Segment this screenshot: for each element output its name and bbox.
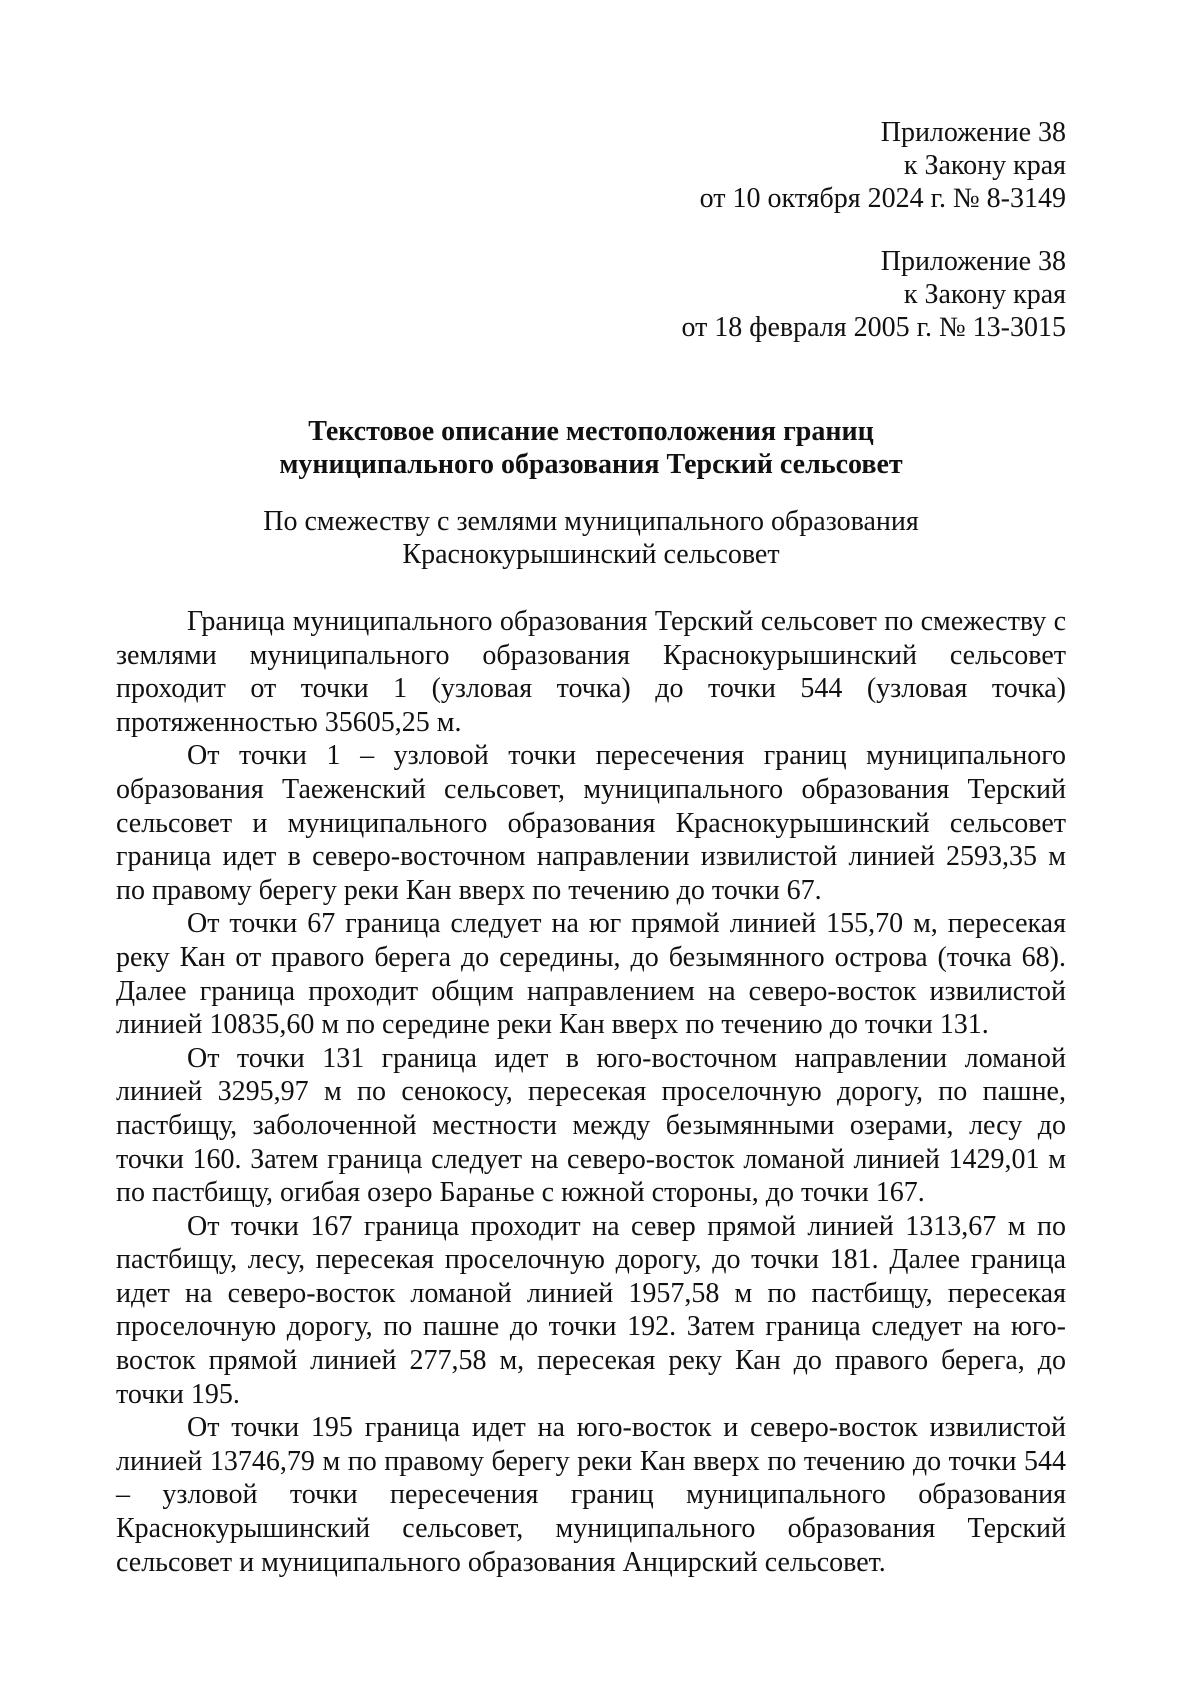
paragraph: От точки 167 граница проходит на север прямой линией 1313,67 м по пастбищу, лесу, пересекая проселочную дорогу, до точки 181. Далее граница идет на северо-восток ломаной линией 1957,58 м по пастбищу, пересекая проселочную дорогу, по пашне до точки 192. Затем граница следует на юго-восток прямой линией 277,58 м, пересекая реку Кан до правого берега, до точки 195.: [116, 1210, 1066, 1410]
section-heading-line: Краснокурышинский сельсовет: [402, 539, 780, 570]
appendix-law-ref: к Закону края: [903, 279, 1066, 310]
boundary-description: [116, 605, 1066, 1579]
appendix-header-original: [681, 245, 1066, 344]
title-line: Текстовое описание местоположения границ: [308, 416, 874, 447]
paragraph: От точки 1 – узловой точки пересечения границ муниципального образования Таеженский сельсовет, муниципального образования Терский сельсовет и муниципального образования Краснокурышинский сельсовет граница идет в северо-восточном направлении извилистой линией 2593,35 м по правому берегу реки Кан вверх по течению до точки 67.: [116, 740, 1066, 906]
appendix-number: Приложение 38: [880, 117, 1066, 148]
section-heading-line: По смежеству с землями муниципального образования: [263, 506, 919, 537]
appendix-law-date: от 10 октября 2024 г. № 8-3149: [699, 183, 1066, 214]
paragraph: Граница муниципального образования Терский сельсовет по смежеству с землями муниципального образования Краснокурышинский сельсовет проходит от точки 1 (узловая точка) до точки 544 (узловая точка) протяженностью 35605,25 м.: [116, 606, 1066, 738]
title-line: муниципального образования Терский сельсовет: [279, 449, 903, 480]
document-title: [116, 415, 1066, 481]
appendix-header-current: [700, 116, 1066, 215]
section-heading: [116, 505, 1066, 571]
appendix-law-date: от 18 февраля 2005 г. № 13-3015: [681, 312, 1066, 343]
paragraph: От точки 67 граница следует на юг прямой линией 155,70 м, пересекая реку Кан от правого берега до середины, до безымянного острова (точка 68). Далее граница проходит общим направлением на северо-восток извилистой линией 10835,60 м по середине реки Кан вверх по течению до точки 131.: [116, 908, 1066, 1041]
appendix-law-ref: к Закону края: [903, 150, 1066, 181]
paragraph: От точки 131 граница идет в юго-восточном направлении ломаной линией 3295,97 м по сенокосу, пересекая проселочную дорогу, по пашне, пастбищу, заболоченной местности между безымянными озерами, лесу до точки 160. Затем граница следует на северо-восток ломаной линией 1429,01 м по пастбищу, огибая озеро Баранье с южной стороны, до точки 167.: [116, 1042, 1066, 1209]
appendix-number: Приложение 38: [880, 246, 1066, 277]
paragraph: От точки 195 граница идет на юго-восток и северо-восток извилистой линией 13746,79 м по правому берегу реки Кан вверх по течению до точки 544 – узловой точки пересечения границ муниципального образования Краснокурышинский сельсовет, муниципального образования Терский сельсовет и муниципального образования Анцирский сельсовет.: [116, 1412, 1066, 1578]
